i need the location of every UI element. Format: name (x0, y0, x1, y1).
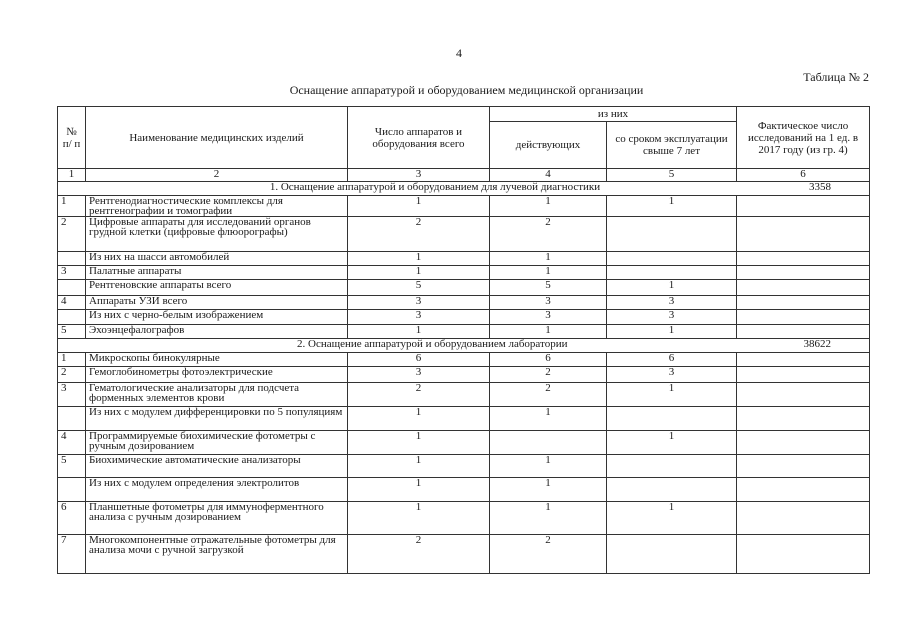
row-number: 2 (58, 217, 86, 252)
row-number: 1 (58, 196, 86, 217)
table-row (58, 325, 870, 339)
row-number: 3 (58, 383, 86, 407)
row-number: 1 (58, 353, 86, 367)
row-studies (737, 455, 870, 478)
header-studies: Фактическое число исследований на 1 ед. в 2017 году (из гр. 4) (737, 107, 870, 169)
row-number: 5 (58, 455, 86, 478)
row-studies (737, 280, 870, 296)
row-active: 3 (490, 310, 607, 325)
row-active: 1 (490, 252, 607, 266)
row-active: 2 (490, 367, 607, 383)
table-row (58, 383, 870, 407)
row-active: 2 (490, 535, 607, 574)
table-row (58, 455, 870, 478)
row-number: 2 (58, 367, 86, 383)
table-row (58, 217, 870, 252)
table-row (58, 310, 870, 325)
row-number (58, 280, 86, 296)
row-name: Из них с черно-белым изображением (86, 310, 348, 325)
row-over7 (607, 217, 737, 252)
row-active: 1 (490, 407, 607, 431)
header-active: действующих (490, 122, 607, 169)
row-over7: 1 (607, 383, 737, 407)
row-over7: 3 (607, 296, 737, 310)
section-title: 2. Оснащение аппаратурой и оборудованием лаборатории (297, 338, 568, 350)
row-total: 1 (348, 478, 490, 502)
table-row (58, 280, 870, 296)
row-over7: 1 (607, 431, 737, 455)
row-total: 1 (348, 266, 490, 280)
row-name: Гемоглобинометры фотоэлектрические (86, 367, 348, 383)
row-over7 (607, 455, 737, 478)
row-number: 5 (58, 325, 86, 339)
row-studies (737, 296, 870, 310)
column-number: 5 (607, 169, 737, 182)
row-over7: 1 (607, 502, 737, 535)
row-number (58, 407, 86, 431)
row-over7: 1 (607, 325, 737, 339)
row-studies (737, 535, 870, 574)
row-over7: 6 (607, 353, 737, 367)
row-studies (737, 407, 870, 431)
row-number: 7 (58, 535, 86, 574)
row-name: Рентгеновские аппараты всего (86, 280, 348, 296)
header-total: Число аппаратов и оборудования всего (348, 107, 490, 169)
row-name: Гематологические анализаторы для подсчета форменных элементов крови (86, 383, 348, 407)
row-active: 1 (490, 478, 607, 502)
row-number (58, 310, 86, 325)
page-number: 4 (456, 46, 462, 60)
row-over7: 3 (607, 367, 737, 383)
table-row (58, 431, 870, 455)
row-total: 2 (348, 217, 490, 252)
row-total: 1 (348, 502, 490, 535)
column-number: 2 (86, 169, 348, 182)
row-name: Многокомпонентные отражательные фотометры для анализа мочи с ручной загрузкой (86, 535, 348, 574)
row-name: Биохимические автоматические анализаторы (86, 455, 348, 478)
row-over7 (607, 478, 737, 502)
table-row (58, 196, 870, 217)
row-studies (737, 502, 870, 535)
column-number: 4 (490, 169, 607, 182)
row-total: 3 (348, 367, 490, 383)
table-row (58, 535, 870, 574)
row-studies (737, 266, 870, 280)
row-total: 5 (348, 280, 490, 296)
table-row (58, 252, 870, 266)
table-row (58, 266, 870, 280)
row-active (490, 431, 607, 455)
row-active: 1 (490, 266, 607, 280)
row-studies (737, 383, 870, 407)
row-name: Палатные аппараты (86, 266, 348, 280)
row-studies (737, 353, 870, 367)
table-row (58, 502, 870, 535)
row-total: 2 (348, 383, 490, 407)
row-over7 (607, 252, 737, 266)
row-over7: 1 (607, 196, 737, 217)
row-name: Цифровые аппараты для исследований органов грудной клетки (цифровые флюорографы) (86, 217, 348, 252)
row-total: 3 (348, 310, 490, 325)
document-title: Оснащение аппаратурой и оборудованием медицинской организации (289, 83, 644, 97)
table-row (58, 478, 870, 502)
section-title: 1. Оснащение аппаратурой и оборудованием для лучевой диагностики (269, 181, 601, 193)
table-row (58, 296, 870, 310)
row-active: 2 (490, 383, 607, 407)
row-over7 (607, 266, 737, 280)
row-over7 (607, 407, 737, 431)
table-row (58, 367, 870, 383)
section-count: 3358 (809, 181, 832, 193)
row-number: 3 (58, 266, 86, 280)
row-total: 1 (348, 252, 490, 266)
row-studies (737, 325, 870, 339)
row-total: 2 (348, 535, 490, 574)
row-over7: 1 (607, 280, 737, 296)
row-studies (737, 367, 870, 383)
row-number (58, 478, 86, 502)
row-name: Из них с модулем дифференцировки по 5 популяциям (86, 407, 348, 431)
row-active: 1 (490, 502, 607, 535)
row-total: 1 (348, 455, 490, 478)
row-number: 4 (58, 431, 86, 455)
table-label: Таблица № 2 (803, 70, 869, 84)
row-number: 6 (58, 502, 86, 535)
row-total: 1 (348, 431, 490, 455)
row-active: 6 (490, 353, 607, 367)
row-active: 5 (490, 280, 607, 296)
section-row (58, 182, 870, 196)
row-total: 1 (348, 407, 490, 431)
column-number: 3 (348, 169, 490, 182)
section-row (58, 339, 870, 353)
row-over7 (607, 535, 737, 574)
row-total: 6 (348, 353, 490, 367)
header-over7: со сроком эксплуатации свыше 7 лет (607, 122, 737, 169)
header-of-them: из них (490, 107, 737, 122)
header-num: № п/ п (58, 107, 86, 169)
header-name: Наименование медицинских изделий (86, 107, 348, 169)
row-active: 2 (490, 217, 607, 252)
row-studies (737, 196, 870, 217)
equipment-table (57, 106, 870, 574)
section-count: 38622 (803, 338, 832, 350)
row-active: 1 (490, 196, 607, 217)
row-over7: 3 (607, 310, 737, 325)
row-active: 1 (490, 455, 607, 478)
row-total: 3 (348, 296, 490, 310)
column-number: 1 (58, 169, 86, 182)
row-name: Из них на шасси автомобилей (86, 252, 348, 266)
row-studies (737, 252, 870, 266)
row-number (58, 252, 86, 266)
row-total: 1 (348, 196, 490, 217)
row-active: 1 (490, 325, 607, 339)
row-studies (737, 310, 870, 325)
row-name: Рентгенодиагностические комплексы для рентгенографии и томографии (86, 196, 348, 217)
row-name: Планшетные фотометры для иммуноферментного анализа с ручным дозированием (86, 502, 348, 535)
row-name: Микроскопы бинокулярные (86, 353, 348, 367)
table-row (58, 353, 870, 367)
row-name: Программируемые биохимические фотометры с ручным дозированием (86, 431, 348, 455)
row-active: 3 (490, 296, 607, 310)
row-total: 1 (348, 325, 490, 339)
row-studies (737, 431, 870, 455)
table-row (58, 407, 870, 431)
row-studies (737, 217, 870, 252)
row-studies (737, 478, 870, 502)
row-name: Эхоэнцефалографов (86, 325, 348, 339)
row-number: 4 (58, 296, 86, 310)
column-number: 6 (737, 169, 870, 182)
row-name: Аппараты УЗИ всего (86, 296, 348, 310)
row-name: Из них с модулем определения электролитов (86, 478, 348, 502)
